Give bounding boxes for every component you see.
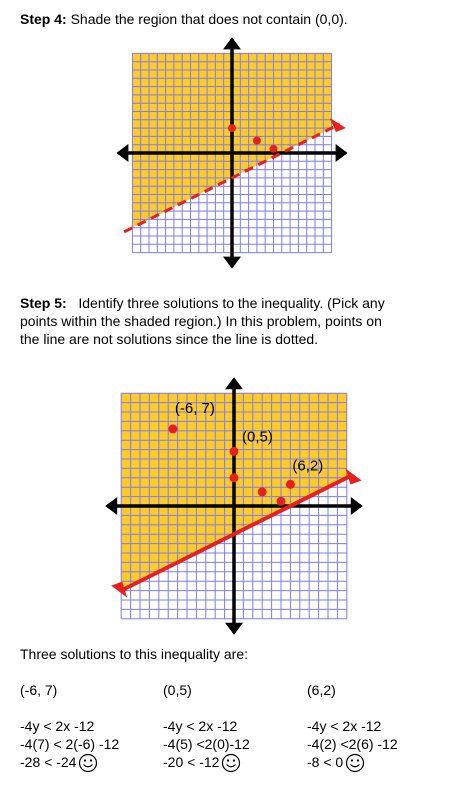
smiley-eye <box>90 760 92 762</box>
smiley-face <box>80 755 97 772</box>
step5-label: Step 5: <box>20 295 67 311</box>
smiley-eye <box>233 760 235 762</box>
solution-sub-text: -4(7) < 2(-6) -12 <box>20 736 120 752</box>
solution-sub-text: -4(5) <2(0)-12 <box>163 736 250 752</box>
solution-point-text: (6,2) <box>307 682 336 698</box>
step5-line2: points within the shaded region.) In this problem, points on <box>20 313 382 329</box>
solution-ineq <box>307 717 381 735</box>
step5-heading <box>20 294 385 312</box>
line-point <box>277 497 286 506</box>
solution-result <box>163 753 241 773</box>
axis-arrow <box>116 144 128 162</box>
line-point <box>253 137 261 145</box>
solution-ineq <box>20 717 94 735</box>
smiley-face <box>223 755 240 772</box>
smiley-icon <box>221 753 241 773</box>
solution-point <box>307 681 336 699</box>
solution-ineq-text: -4y < 2x -12 <box>307 718 382 734</box>
smiley-icon <box>345 753 365 773</box>
solution-result-text: -20 < -12 <box>163 754 220 770</box>
line-point <box>228 124 236 132</box>
axis-arrow <box>225 377 243 389</box>
axis-arrow <box>351 497 363 515</box>
axis-arrow <box>223 257 241 269</box>
solution-point-text: (0,5) <box>163 682 192 698</box>
smiley-eye <box>84 760 86 762</box>
solution-point-text: (-6, 7) <box>20 682 58 698</box>
line-arrow <box>330 118 346 132</box>
solution-result-text: -28 < -24 <box>20 754 77 770</box>
solution-sub <box>163 735 250 753</box>
smiley-eye <box>227 760 229 762</box>
graph-step5 <box>0 370 455 670</box>
solution-ineq <box>163 717 237 735</box>
axis-arrow <box>225 623 243 635</box>
solution-label: (-6, 7) <box>174 399 215 417</box>
axis-arrow <box>105 497 117 515</box>
smiley-mouth <box>351 765 360 767</box>
line-point <box>270 145 278 153</box>
solution-point <box>20 681 57 699</box>
solution-point <box>168 424 177 433</box>
smiley-mouth <box>84 765 93 767</box>
solution-ineq-text: -4y < 2x -12 <box>163 718 238 734</box>
smiley-icon <box>78 753 98 773</box>
smiley-face <box>347 755 364 772</box>
step4-text: Shade the region that does not contain (0,0). <box>70 11 348 27</box>
solution-point <box>286 480 295 489</box>
solution-point <box>230 447 239 456</box>
solution-point <box>163 681 192 699</box>
step4-label: Step 4: <box>20 11 67 27</box>
line-point <box>258 487 267 496</box>
smiley-eye <box>351 760 353 762</box>
solution-result-text: -8 < 0 <box>307 754 344 770</box>
line-point <box>230 473 239 482</box>
step5-line1: Identify three solutions to the inequality. (Pick any <box>78 295 385 311</box>
smiley-mouth <box>227 765 236 767</box>
solution-result <box>20 753 98 773</box>
summary-title: Three solutions to this inequality are: <box>20 646 249 662</box>
solution-sub-text: -4(2) <2(6) -12 <box>307 736 398 752</box>
solution-result <box>307 753 365 773</box>
solution-label: (6,2) <box>292 457 324 475</box>
step5-line3: the line are not solutions since the line is dotted. <box>20 331 319 347</box>
graph-step4 <box>0 0 455 280</box>
solution-sub <box>20 735 119 753</box>
axis-arrow <box>336 144 348 162</box>
smiley-eye <box>357 760 359 762</box>
solution-ineq-text: -4y < 2x -12 <box>20 718 95 734</box>
solution-label: (0,5) <box>242 428 273 446</box>
solution-sub <box>307 735 398 753</box>
axis-arrow <box>223 37 241 49</box>
